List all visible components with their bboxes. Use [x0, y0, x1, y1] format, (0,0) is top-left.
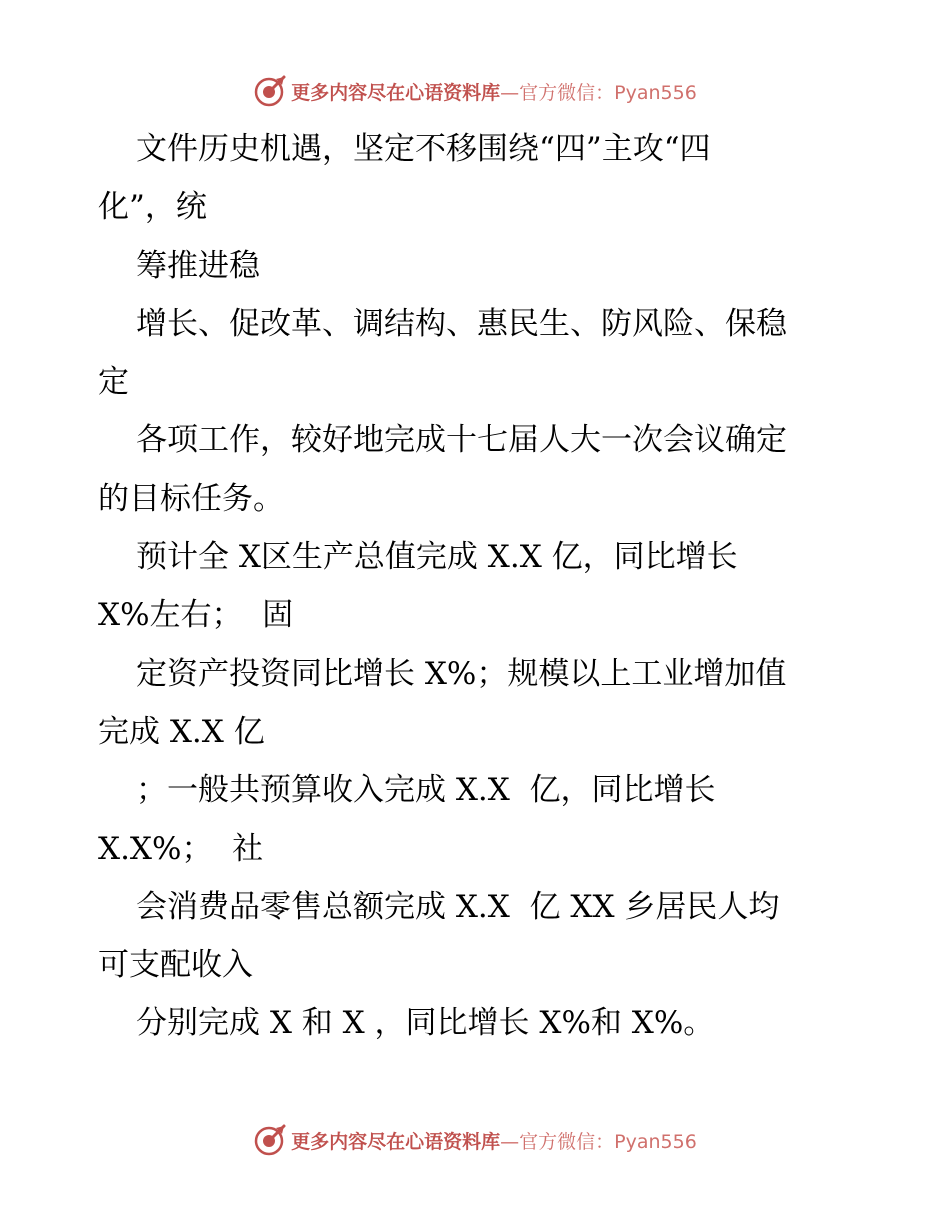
text-line: X.X%； 社 [98, 830, 264, 867]
text-line: 增长、促改革、调结构、惠民生、防风险、保稳 [136, 305, 787, 342]
text-line: X%左右； 固 [98, 597, 294, 634]
text-line: 定 [98, 364, 129, 401]
banner-wechat: —官方微信：Pyan556 [500, 81, 697, 104]
text-line: 分别完成 X 和 X ，同比增长 X%和 X%。 [136, 1005, 715, 1042]
footer-banner [0, 1120, 950, 1160]
text-line: 定资产投资同比增长 X%；规模以上工业增加值 [136, 655, 787, 692]
header-banner [0, 71, 950, 111]
text-line: 文件历史机遇，坚定不移围绕“四”主攻“四 [136, 131, 711, 167]
text-line: 会消费品零售总额完成 X.X 亿 XX 乡居民人均 [136, 888, 780, 925]
text-line: 化”，统 [98, 189, 207, 226]
quill-logo-icon [253, 1123, 287, 1157]
banner-title: 更多内容尽在心语资料库 [291, 1130, 501, 1153]
quill-logo-icon [253, 74, 287, 108]
text-line: 完成 X.X 亿 [98, 713, 265, 750]
document-body [98, 120, 858, 1053]
banner-title: 更多内容尽在心语资料库 [291, 81, 501, 104]
text-line: 的目标任务。 [98, 480, 284, 517]
text-line: 筹推进稳 [136, 247, 260, 284]
text-line: 各项工作，较好地完成十七届人大一次会议确定 [136, 422, 787, 459]
banner-wechat: —官方微信：Pyan556 [500, 1130, 697, 1153]
text-line: 可支配收入 [98, 947, 253, 984]
text-line: ；一般共预算收入完成 X.X 亿，同比增长 [136, 772, 716, 809]
text-line: 预计全 X区生产总值完成 X.X 亿，同比增长 [136, 539, 738, 576]
